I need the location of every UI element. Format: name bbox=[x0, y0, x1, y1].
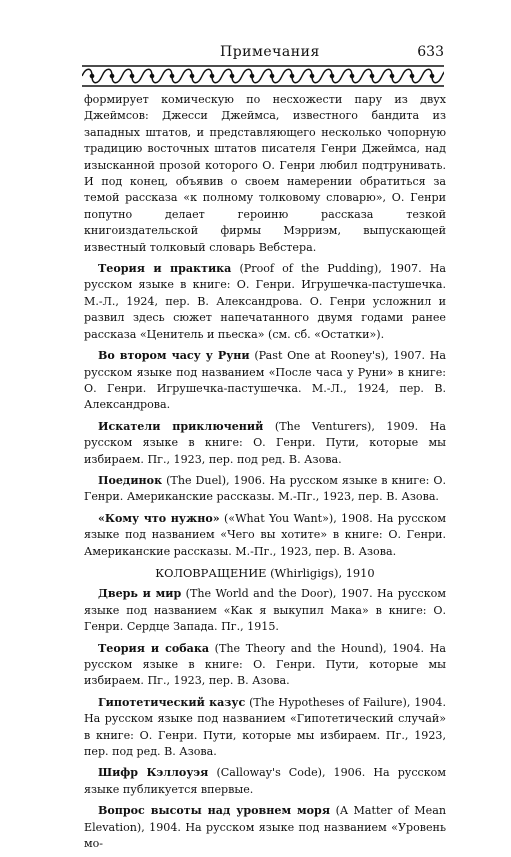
ornament-dot bbox=[170, 74, 173, 77]
ornament-dot bbox=[130, 74, 133, 77]
intro-paragraph: формирует комическую по несхожести пару из двух Джеймсов: Джесси Джеймса, известного бандита из западных штатов, и представляющего несколько чопорную традицию восточных штатов писателя Генри Джеймса, над изысканной прозой которого О. Генри любил подтрунивать. И под конец, объявив о своем намерении обратиться за темой рассказа «к полному толковому словарю», О. Генри попутно делает героиню рассказа тезкой книгоиздательской фирмы Мэрриэм, выпускающей известный толковый словарь Вебстера. bbox=[84, 93, 446, 254]
entry-paragraph bbox=[84, 348, 446, 414]
entry-text: (The Venturers), 1909. На русском языке в книге: О. Генри. Пути, которые мы избираем. Пг., 1923, пер. под ред. В. Азова. bbox=[84, 419, 446, 466]
entry-paragraph bbox=[84, 511, 446, 560]
ornament-dot bbox=[350, 74, 353, 77]
entry-text: (A Matter of Mean Elevation), 1904. На русском языке под названием «Уровень мо- bbox=[84, 804, 446, 851]
entry-text: (Calloway's Code), 1906. На русском языке публикуется впервые. bbox=[84, 766, 446, 796]
ornament-dot bbox=[210, 74, 213, 77]
entry-paragraph bbox=[84, 261, 446, 343]
entry-text: (The Theory and the Hound), 1904. На русском языке в книге: О. Генри. Пути, которые мы избираем. Пг., 1923, пер. В. Азова. bbox=[84, 641, 446, 688]
entry-paragraph bbox=[84, 586, 446, 635]
entry-text: (Proof of the Pudding), 1907. На русском языке в книге: О. Генри. Игрушечка-пастушечка. М.-Л., 1924, пер. В. Александрова. О. Генри усложнил и развил здесь сюжет напечатанного двумя годами ранее рассказа «Ценитель и пьеска» (см. сб. «Остатки»). bbox=[84, 262, 446, 341]
entry-title: Гипотетический казус bbox=[98, 695, 246, 709]
entry-text: (Past One at Rooney's), 1907. На русском языке под названием «После часа у Руни» в книге: О. Генри. Игрушечка-пастушечка. М.-Л., 1924, пер. В. Александрова. bbox=[84, 349, 446, 412]
ornament-dot bbox=[290, 74, 293, 77]
running-header bbox=[84, 44, 444, 64]
entry-title: Во втором часу у Руни bbox=[98, 349, 250, 363]
decorative-ornament-border bbox=[82, 64, 444, 88]
ornament-dot bbox=[270, 74, 273, 77]
entry-title: Теория и практика bbox=[98, 262, 232, 276]
entry-text: (The Duel), 1906. На русском языке в книге: О. Генри. Американские рассказы. М.-Пг., 1923, пер. В. Азова. bbox=[84, 473, 446, 504]
entry-title: Вопрос высоты над уровнем моря bbox=[98, 804, 331, 818]
ornament-dot bbox=[90, 74, 93, 77]
running-title: Примечания bbox=[220, 44, 320, 60]
entry-text: (The Hypotheses of Failure), 1904. На русском языке под названием «Гипотетический случай» в книге: О. Генри. Пути, которые мы избираем. Пг., 1923, пер. под ред. В. Азова. bbox=[84, 695, 446, 759]
entry-title: Поединок bbox=[98, 473, 163, 487]
ornament-dot bbox=[250, 74, 253, 77]
ornament-dot bbox=[230, 74, 233, 77]
ornament-dot bbox=[430, 74, 433, 77]
ornament-dot bbox=[310, 74, 313, 77]
page-number: 633 bbox=[417, 44, 444, 60]
entry-paragraph bbox=[84, 641, 446, 690]
entry-title: Шифр Кэллоуэя bbox=[98, 766, 209, 780]
entry-paragraph bbox=[84, 765, 446, 798]
entry-paragraph bbox=[84, 695, 446, 761]
ornament-dot bbox=[150, 74, 153, 77]
section-heading: КОЛОВРАЩЕНИЕ (Whirligigs), 1910 bbox=[155, 565, 375, 580]
entry-title: Искатели приключений bbox=[98, 419, 264, 433]
entry-paragraph bbox=[84, 803, 446, 852]
entry-text: («What You Want»), 1908. На русском языке под названием «Чего вы хотите» в книге: О. Генри. Американские рассказы. М.-Пг., 1923, пер. В. Азова. bbox=[84, 511, 446, 558]
entry-title: Дверь и мир bbox=[98, 587, 182, 601]
entry-paragraph bbox=[84, 473, 446, 506]
ornament-dot bbox=[190, 74, 193, 77]
page-body bbox=[84, 92, 446, 857]
entry-title: «Кому что нужно» bbox=[98, 511, 220, 525]
entry-paragraph bbox=[84, 419, 446, 468]
entry-text: (The World and the Door), 1907. На русском языке под названием «Как я выкупил Мака» в книге: О. Генри. Сердце Запада. Пг., 1915. bbox=[84, 587, 446, 634]
entry-title: Теория и собака bbox=[98, 641, 210, 655]
ornament-dot bbox=[390, 74, 393, 77]
ornament-dot bbox=[110, 74, 113, 77]
ornament-dot bbox=[410, 74, 413, 77]
ornament-dot bbox=[330, 74, 333, 77]
ornament-dot bbox=[370, 74, 373, 77]
